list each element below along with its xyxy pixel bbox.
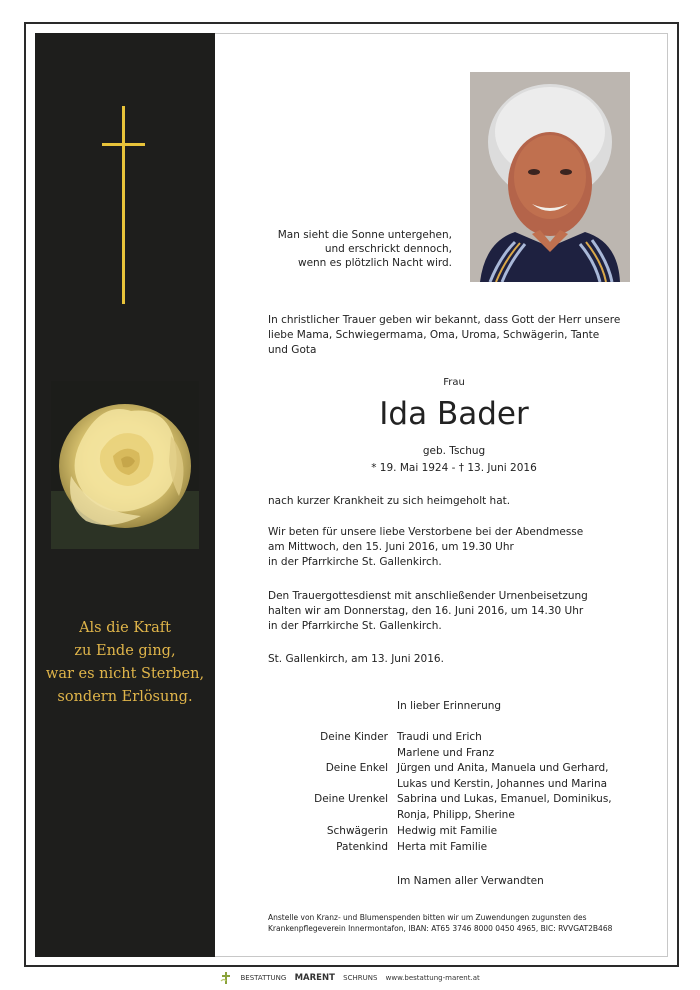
intro-line: liebe Mama, Schwiegermama, Oma, Uroma, Schwägerin, Tante — [268, 329, 600, 341]
motto-line: und erschrickt dennoch, — [324, 243, 452, 255]
closing-text: Im Namen aller Verwandten — [397, 875, 544, 887]
motto — [278, 228, 452, 270]
quote-line: sondern Erlösung. — [57, 689, 193, 705]
donation-line: Krankenpflegeverein Innermontafon, IBAN: AT65 3746 8000 0450 4965, BIC: RVVGAT2B468 — [268, 924, 613, 933]
funeral-line: in der Pfarrkirche St. Gallenkirch. — [268, 620, 442, 632]
mass-line: am Mittwoch, den 15. Juni 2016, um 19.30 Uhr — [268, 541, 514, 553]
mourner-names: Marlene und Franz — [397, 746, 495, 759]
quote-line: Als die Kraft — [79, 620, 171, 636]
funeral-line: Den Trauergottesdienst mit anschließender Urnenbeisetzung — [268, 590, 588, 602]
quote-line: zu Ende ging, — [74, 643, 176, 659]
bar-website[interactable]: www.bestattung-marent.at — [385, 974, 480, 982]
place-date: St. Gallenkirch, am 13. Juni 2016. — [268, 653, 444, 665]
quote-line: war es nicht Sterben, — [45, 666, 205, 682]
mass-line: in der Pfarrkirche St. Gallenkirch. — [268, 556, 442, 568]
heimgeholt-text: nach kurzer Krankheit zu sich heimgeholt hat. — [268, 495, 511, 507]
bar-prefix: BESTATTUNG — [240, 974, 287, 982]
portrait-photo — [470, 72, 630, 282]
motto-line: wenn es plötzlich Nacht wird. — [297, 257, 452, 269]
intro-line: und Gota — [268, 344, 317, 356]
deceased-name: Ida Bader — [379, 396, 529, 432]
cross-horizontal-bar — [102, 143, 145, 146]
mourner-label: Schwägerin — [326, 825, 388, 837]
mourner-names: Jürgen und Anita, Manuela und Gerhard, — [397, 762, 609, 774]
sidebar-quote — [35, 617, 215, 709]
mourner-names: Herta mit Familie — [397, 841, 488, 853]
mourner-names: Sabrina und Lukas, Emanuel, Dominikus, — [397, 793, 612, 805]
intro-text — [268, 313, 620, 358]
mourner-label: Patenkind — [336, 841, 388, 853]
life-dates: * 19. Mai 1924 - † 13. Juni 2016 — [371, 462, 537, 474]
bestattung-logo-icon — [220, 972, 232, 984]
mourners-list — [0, 730, 700, 860]
cross-vertical-bar — [122, 106, 125, 304]
bar-town: SCHRUNS — [343, 974, 378, 982]
mourner-label: Deine Kinder — [320, 731, 388, 743]
funeral-line: halten wir am Donnerstag, den 16. Juni 2016, um 14.30 Uhr — [268, 605, 584, 617]
birth-name: geb. Tschug — [422, 445, 486, 457]
funeral-home-bar — [0, 972, 700, 984]
mourner-label: Deine Urenkel — [314, 793, 388, 805]
rose-image — [51, 381, 199, 549]
mourner-names: Hedwig mit Familie — [397, 825, 498, 837]
in-memory-text: In lieber Erinnerung — [397, 700, 502, 712]
bar-brand: MARENT — [294, 973, 335, 983]
motto-line: Man sieht die Sonne untergehen, — [277, 229, 452, 241]
mass-line: Wir beten für unsere liebe Verstorbene bei der Abendmesse — [268, 526, 584, 538]
mourner-label: Deine Enkel — [325, 762, 388, 774]
donation-line: Anstelle von Kranz- und Blumenspenden bitten wir um Zuwendungen zugunsten des — [268, 913, 587, 922]
mourner-names: Lukas und Kerstin, Johannes und Marina — [397, 777, 608, 790]
mourner-names: Traudi und Erich — [397, 731, 482, 743]
funeral-paragraph — [268, 589, 588, 634]
donation-note — [268, 912, 612, 934]
salutation: Frau — [443, 377, 465, 388]
mass-paragraph — [268, 525, 583, 570]
intro-line: In christlicher Trauer geben wir bekannt, dass Gott der Herr unsere — [268, 314, 621, 326]
mourner-names: Ronja, Philipp, Sherine — [397, 808, 515, 821]
